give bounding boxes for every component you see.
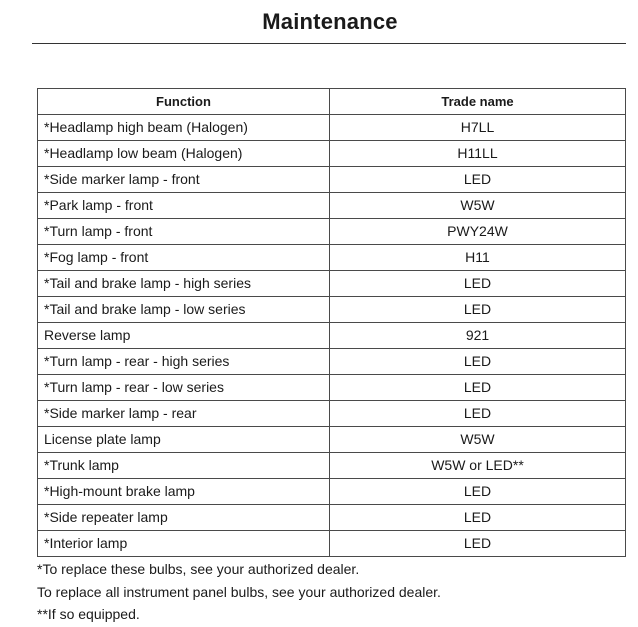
column-header-trade-name: Trade name: [330, 89, 626, 115]
function-cell: *Turn lamp - front: [38, 219, 330, 245]
trade-name-cell: H7LL: [330, 115, 626, 141]
footnote-if-equipped: **If so equipped.: [37, 606, 140, 622]
trade-name-cell: LED: [330, 479, 626, 505]
footnote-dealer-bulbs: *To replace these bulbs, see your authorized dealer.: [37, 561, 360, 577]
trade-name-cell: LED: [330, 531, 626, 557]
function-cell: *Trunk lamp: [38, 453, 330, 479]
column-header-function: Function: [38, 89, 330, 115]
function-cell: *Tail and brake lamp - high series: [38, 271, 330, 297]
function-cell: *Headlamp low beam (Halogen): [38, 141, 330, 167]
function-cell: Reverse lamp: [38, 323, 330, 349]
function-cell: *Tail and brake lamp - low series: [38, 297, 330, 323]
table-row: [38, 245, 626, 271]
trade-name-cell: W5W: [330, 193, 626, 219]
footnotes: [37, 558, 441, 626]
table-row: [38, 297, 626, 323]
title-divider: [32, 43, 626, 44]
trade-name-cell: W5W or LED**: [330, 453, 626, 479]
trade-name-cell: H11LL: [330, 141, 626, 167]
table-row: [38, 479, 626, 505]
trade-name-cell: LED: [330, 271, 626, 297]
table-row: [38, 531, 626, 557]
footnote-instrument-panel: To replace all instrument panel bulbs, see your authorized dealer.: [37, 583, 441, 600]
table-header-row: [38, 89, 626, 115]
trade-name-cell: PWY24W: [330, 219, 626, 245]
trade-name-cell: H11: [330, 245, 626, 271]
function-cell: *Interior lamp: [38, 531, 330, 557]
function-cell: *Turn lamp - rear - high series: [38, 349, 330, 375]
function-cell: *Fog lamp - front: [38, 245, 330, 271]
trade-name-cell: LED: [330, 167, 626, 193]
trade-name-cell: LED: [330, 401, 626, 427]
trade-name-cell: LED: [330, 505, 626, 531]
function-cell: *Park lamp - front: [38, 193, 330, 219]
function-cell: *Side marker lamp - front: [38, 167, 330, 193]
page-title: Maintenance: [262, 9, 398, 34]
table-row: [38, 167, 626, 193]
trade-name-cell: LED: [330, 375, 626, 401]
function-cell: *Headlamp high beam (Halogen): [38, 115, 330, 141]
trade-name-cell: W5W: [330, 427, 626, 453]
table-row: [38, 141, 626, 167]
table-row: [38, 505, 626, 531]
table-row: [38, 401, 626, 427]
table-row: [38, 219, 626, 245]
trade-name-cell: 921: [330, 323, 626, 349]
table-row: [38, 375, 626, 401]
table-row: [38, 271, 626, 297]
trade-name-cell: LED: [330, 297, 626, 323]
table-row: [38, 323, 626, 349]
function-cell: *Side marker lamp - rear: [38, 401, 330, 427]
table-row: [38, 427, 626, 453]
table-row: [38, 115, 626, 141]
table-row: [38, 453, 626, 479]
trade-name-cell: LED: [330, 349, 626, 375]
function-cell: *High-mount brake lamp: [38, 479, 330, 505]
table-row: [38, 349, 626, 375]
bulb-table: [37, 88, 626, 557]
function-cell: *Turn lamp - rear - low series: [38, 375, 330, 401]
function-cell: *Side repeater lamp: [38, 505, 330, 531]
function-cell: License plate lamp: [38, 427, 330, 453]
table-row: [38, 193, 626, 219]
